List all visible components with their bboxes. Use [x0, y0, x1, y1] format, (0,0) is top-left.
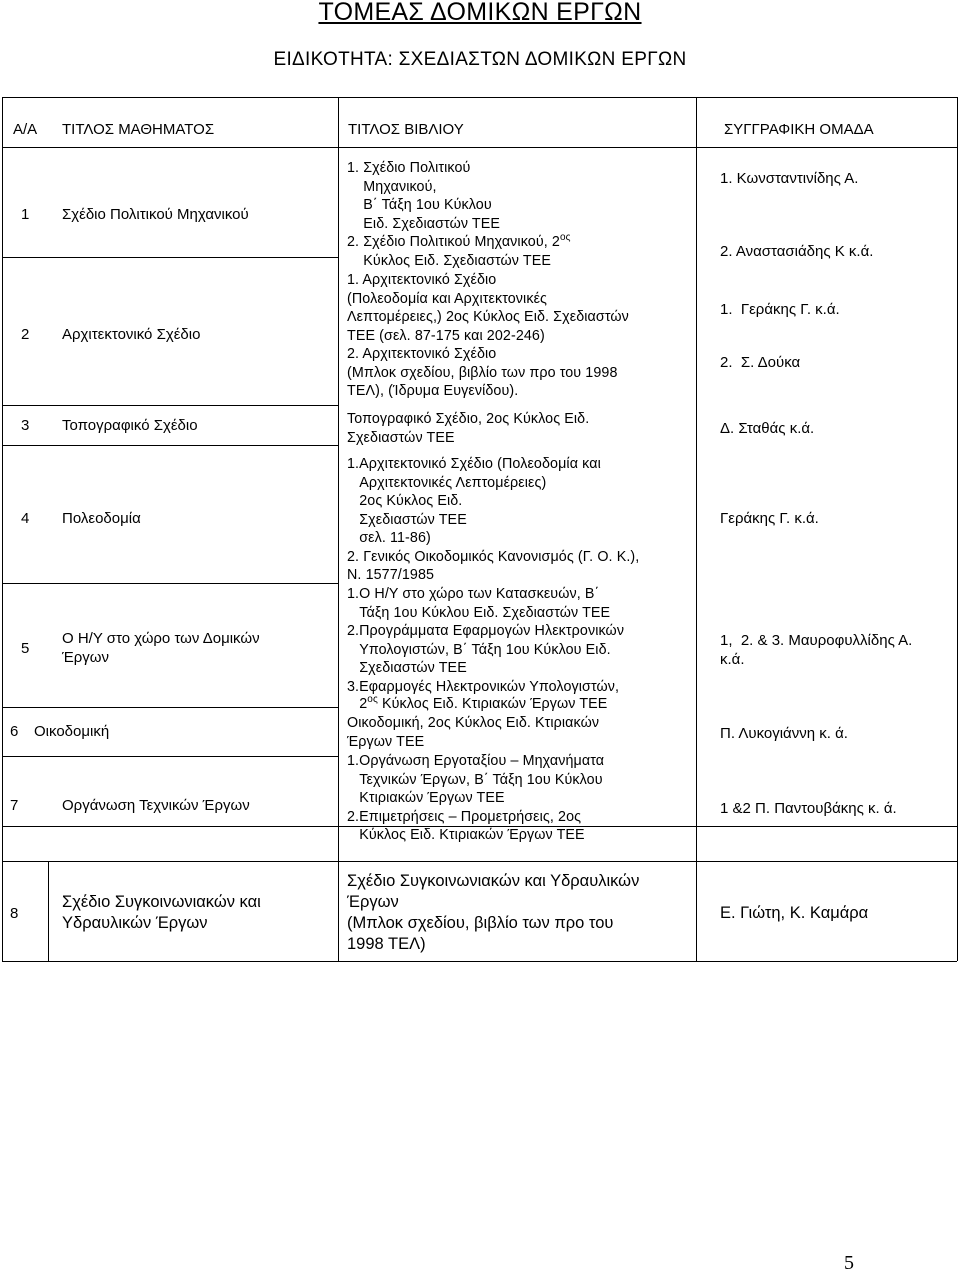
row-number-8: 8 — [10, 905, 19, 922]
row-number-7: 7 — [10, 797, 19, 814]
book-title-2: 1. Αρχιτεκτονικό Σχέδιο (Πολεοδομία και Αρχιτεκτονικές Λεπτομέρειες,) 2ος Κύκλος Ειδ. Σχεδιαστών ΤΕΕ (σελ. 87-175 και 202-246) 2. Αρχιτεκτονικό Σχέδιο (Μπλοκ σχεδίου, βιβλίο των προ του 1998 ΤΕΛ), (Ίδρυμα Ευγενίδου). — [347, 272, 629, 399]
specialty-subtitle: ΕΙΔΙΚΟΤΗΤΑ: ΣΧΕΔΙΑΣΤΩΝ ΔΟΜΙΚΩΝ ΕΡΓΩΝ — [273, 49, 687, 70]
book-title-8: Σχέδιο Συγκοινωνιακών και Υδραυλικών Έργων (Μπλοκ σχεδίου, βιβλίο των προ του 1998 ΤΕΛ) — [347, 872, 640, 953]
header-aa: Α/Α — [13, 121, 38, 138]
author-2a: 1. Γεράκης Γ. κ.ά. — [720, 301, 840, 318]
course-title-2: Αρχιτεκτονικό Σχέδιο — [62, 326, 201, 343]
author-5: 1, 2. & 3. Μαυροφυλλίδης Α. κ.ά. — [720, 632, 913, 668]
author-8: Ε. Γιώτη, Κ. Καμάρα — [720, 904, 869, 922]
row-separator — [2, 405, 338, 406]
row8-top-border — [2, 861, 957, 862]
table-top-border — [2, 97, 957, 98]
course-title-4: Πολεοδομία — [62, 510, 141, 527]
book-col-divider — [338, 97, 339, 961]
book-title-5a: 1.Ο Η/Υ στο χώρο των Κατασκευών, Β΄ Τάξη 1ου Κύκλου Ειδ. Σχεδιαστών ΤΕΕ 2.Προγράμματα Εφαρμογών Ηλεκτρονικών Υπολογιστών, Β΄ Τάξη 1ου Κύκλου Ειδ. Σχεδιαστών ΤΕΕ 3.Εφαρμογές Ηλεκτρονικών Υπολογιστών, — [347, 586, 625, 695]
row-separator — [2, 445, 338, 446]
book-title-6: Οικοδομική, 2ος Κύκλος Ειδ. Κτιριακών Έργων ΤΕΕ — [347, 715, 600, 750]
table-right-border — [957, 97, 958, 961]
row-number-3: 3 — [21, 417, 30, 434]
header-bottom-border — [2, 147, 957, 148]
book-title-4: 1.Αρχιτεκτονικό Σχέδιο (Πολεοδομία και Αρχιτεκτονικές Λεπτομέρειες) 2ος Κύκλος Ειδ. Σχεδιαστών ΤΕΕ σελ. 11-86) 2. Γενικός Οικοδομικός Κανονισμός (Γ. Ο. Κ.), Ν. 1577/1985 — [347, 456, 640, 583]
header-course-title: ΤΙΤΛΟΣ ΜΑΘΗΜΑΤΟΣ — [62, 121, 215, 138]
table-bottom-border — [2, 961, 957, 962]
course-title-5: Ο Η/Υ στο χώρο των Δομικών Έργων — [62, 630, 260, 666]
row8-num-divider — [48, 861, 49, 961]
header-book-title: ΤΙΤΛΟΣ ΒΙΒΛΙΟΥ — [348, 121, 464, 138]
author-7: 1 &2 Π. Παντουβάκης κ. ά. — [720, 800, 897, 817]
author-4: Γεράκης Γ. κ.ά. — [720, 510, 819, 527]
row-separator — [2, 756, 338, 757]
author-3: Δ. Σταθάς κ.ά. — [720, 420, 815, 437]
table-left-border — [2, 97, 3, 961]
course-title-6: Οικοδομική — [34, 723, 110, 740]
row-number-6: 6 — [10, 723, 19, 740]
book-title-3: Τοπογραφικό Σχέδιο, 2ος Κύκλος Ειδ. Σχεδιαστών ΤΕΕ — [347, 411, 590, 446]
row-number-5: 5 — [21, 640, 30, 657]
course-title-8: Σχέδιο Συγκοινωνιακών και Υδραυλικών Έργων — [62, 893, 261, 932]
row-number-1: 1 — [21, 206, 30, 223]
author-1a: 1. Κωνσταντινίδης Α. — [720, 170, 859, 187]
author-col-divider — [696, 97, 697, 961]
course-title-3: Τοπογραφικό Σχέδιο — [62, 417, 198, 434]
book-title-1c: Κύκλος Ειδ. Σχεδιαστών ΤΕΕ — [347, 253, 551, 269]
book-title-5b: $2^{o\varsigma}$ Κύκλος Ειδ. Κτιριακών Έργων ΤΕΕ — [347, 694, 608, 712]
header-author-group: ΣΥΓΓΡΑΦΙΚΗ ΟΜΑΔΑ — [724, 121, 874, 138]
page-number: 5 — [844, 1252, 854, 1274]
author-1b: 2. Αναστασιάδης Κ κ.ά. — [720, 243, 874, 260]
course-title-1: Σχέδιο Πολιτικού Μηχανικού — [62, 206, 249, 223]
row-separator — [2, 257, 338, 258]
row-number-4: 4 — [21, 510, 30, 527]
row-separator — [2, 583, 338, 584]
author-2b: 2. Σ. Δούκα — [720, 354, 801, 371]
row-number-2: 2 — [21, 326, 30, 343]
book-title-7: 1.Οργάνωση Εργοταξίου – Μηχανήματα Τεχνικών Έργων, Β΄ Τάξη 1ου Κύκλου Κτιριακών Έργων ΤΕΕ 2.Επιμετρήσεις – Προμετρήσεις, 2ος Κύκλος Ειδ. Κτιριακών Έργων ΤΕΕ — [347, 753, 605, 843]
book-title-1a: 1. Σχέδιο Πολιτικού Μηχανικού, Β΄ Τάξη 1ου Κύκλου Ειδ. Σχεδιαστών ΤΕΕ — [347, 160, 501, 232]
page-title: ΤΟΜΕΑΣ ΔΟΜΙΚΩΝ ΕΡΓΩΝ — [318, 0, 642, 26]
book-title-1b: 2. Σχέδιο Πολιτικού Μηχανικού, $2^{o\varsigma}$ — [347, 232, 571, 250]
course-title-7: Οργάνωση Τεχνικών Έργων — [62, 797, 250, 814]
author-6: Π. Λυκογιάννη κ. ά. — [720, 725, 848, 742]
row-separator — [2, 707, 338, 708]
